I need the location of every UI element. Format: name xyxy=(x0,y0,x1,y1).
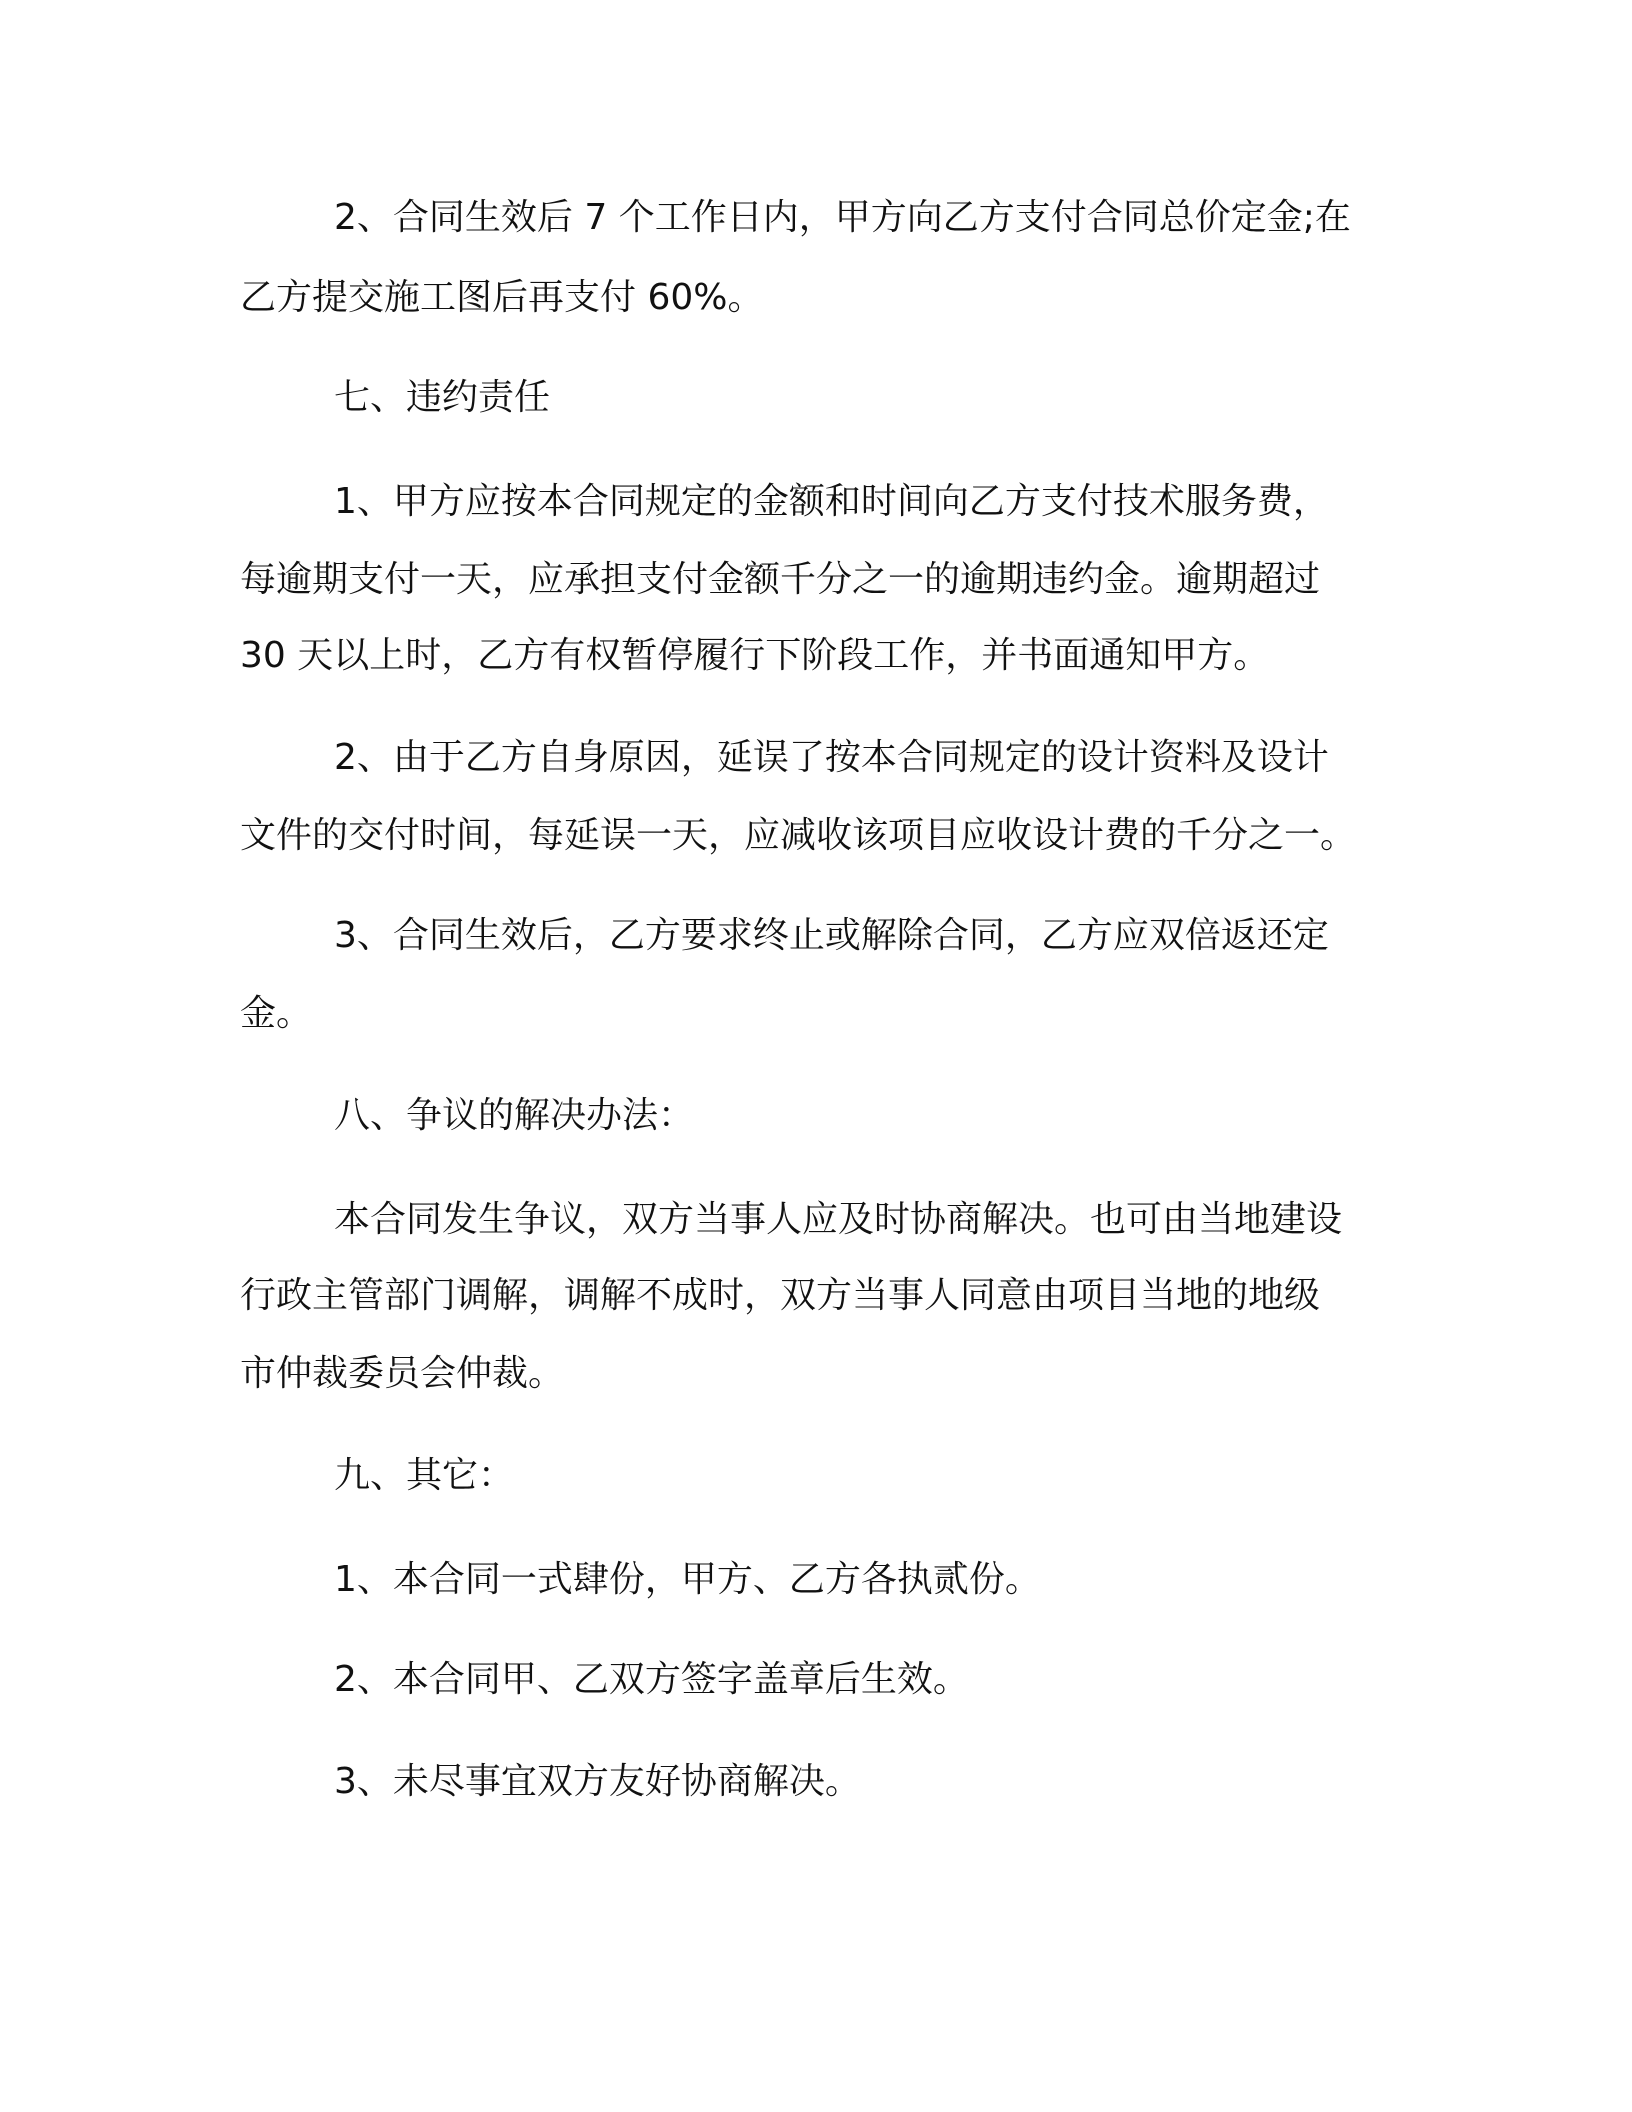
clause-8-body-line-3: 市仲裁委员会仲裁。 xyxy=(240,1353,565,1394)
section-7-heading: 七、违约责任 xyxy=(334,377,551,418)
clause-6-item-2-line-1: 2、合同生效后 7 个工作日内，甲方向乙方支付合同总价定金;在 xyxy=(334,197,1351,238)
clause-7-item-1-line-1: 1、甲方应按本合同规定的金额和时间向乙方支付技术服务费， xyxy=(334,481,1329,522)
clause-9-item-1: 1、本合同一式肆份，甲方、乙方各执贰份。 xyxy=(334,1559,1041,1600)
clause-7-item-1-line-2: 每逾期支付一天，应承担支付金额千分之一的逾期违约金。逾期超过 xyxy=(240,559,1321,600)
clause-8-body-line-1: 本合同发生争议，双方当事人应及时协商解决。也可由当地建设 xyxy=(334,1199,1343,1240)
clause-7-item-3-line-2: 金。 xyxy=(240,993,313,1034)
clause-7-item-2-line-2: 文件的交付时间，每延误一天，应减收该项目应收设计费的千分之一。 xyxy=(240,815,1357,856)
clause-7-item-3-line-1: 3、合同生效后，乙方要求终止或解除合同，乙方应双倍返还定 xyxy=(334,915,1329,956)
clause-9-item-3: 3、未尽事宜双方友好协商解决。 xyxy=(334,1761,861,1802)
section-9-heading: 九、其它： xyxy=(334,1455,515,1496)
clause-7-item-2-line-1: 2、由于乙方自身原因，延误了按本合同规定的设计资料及设计 xyxy=(334,737,1329,778)
clause-8-body-line-2: 行政主管部门调解，调解不成时，双方当事人同意由项目当地的地级 xyxy=(240,1275,1321,1316)
clause-7-item-1-line-3: 30 天以上时，乙方有权暂停履行下阶段工作，并书面通知甲方。 xyxy=(240,635,1270,676)
clause-9-item-2: 2、本合同甲、乙双方签字盖章后生效。 xyxy=(334,1659,969,1700)
section-8-heading: 八、争议的解决办法： xyxy=(334,1095,695,1136)
clause-6-item-2-line-2: 乙方提交施工图后再支付 60%。 xyxy=(240,277,764,318)
